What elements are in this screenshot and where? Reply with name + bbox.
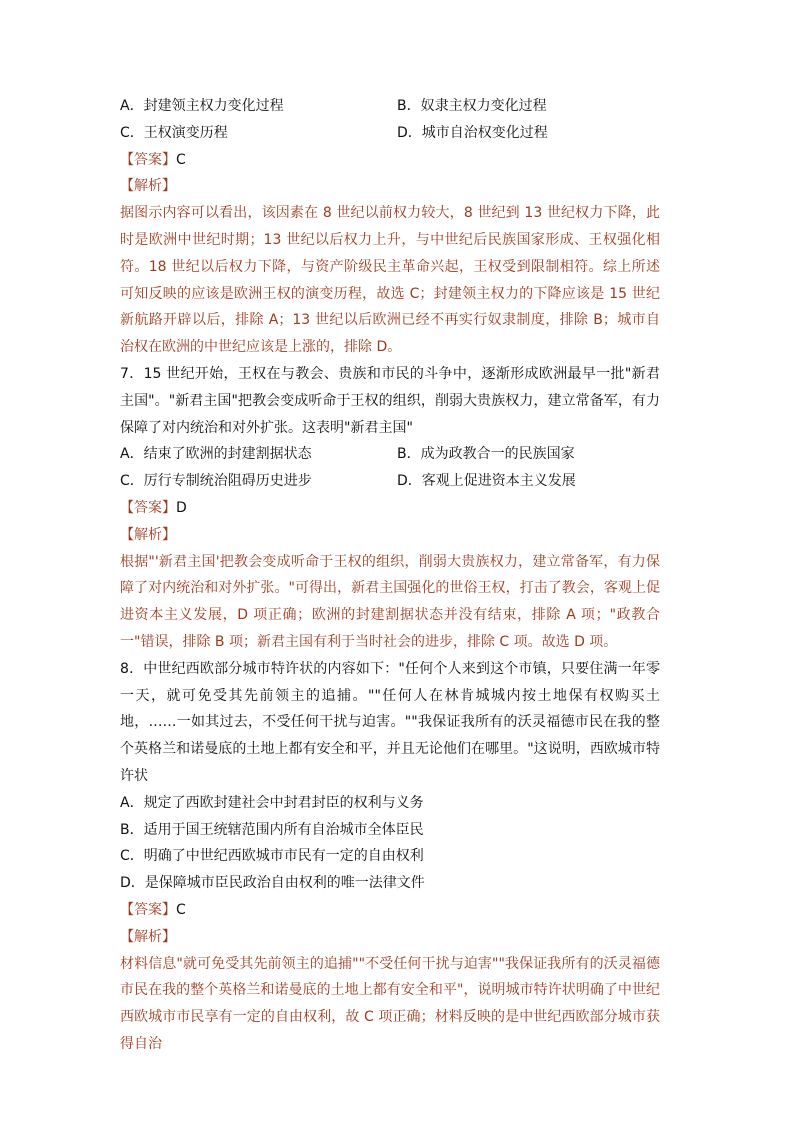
q7-option-d[interactable]: D．客观上促进资本主义发展: [397, 473, 576, 490]
q7-options-row-1: [120, 441, 660, 468]
q7-option-c[interactable]: C．厉行专制统治阻碍历史进步: [120, 473, 312, 490]
answer-label: 【答案】: [120, 499, 176, 516]
q6-option-a[interactable]: A．封建领主权力变化过程: [120, 98, 284, 114]
answer-value: C: [176, 151, 186, 168]
answer-value: C: [176, 901, 186, 918]
q8-analysis-label: 【解析】: [120, 928, 176, 945]
q8-option-a[interactable]: A．规定了西欧封建社会中封君封臣的权利与义务: [120, 794, 424, 811]
q6-options-row-1: [120, 93, 660, 120]
q7-options-row-2: [120, 468, 660, 495]
q6-options-row-2: [120, 120, 660, 147]
q8-analysis-text: 材料信息"就可免受其先前领主的追捕""不受任何干扰与迫害""我保证我所有的沃灵福德市民在我的整个英格兰和诺曼底的土地上都有安全和平"，说明城市特许状明确了中世纪西欧城市市民享有一定的自由权利，故 C 项正确；材料反映的是中世纪西欧部分城市获得自治: [120, 955, 660, 1052]
q8-option-d[interactable]: D．是保障城市臣民政治自由权利的唯一法律文件: [120, 875, 425, 892]
q6-analysis-text: 据图示内容可以看出，该因素在 8 世纪以前权力较大，8 世纪到 13 世纪权力下降，此时是欧洲中世纪时期；13 世纪以后权力上升，与中世纪后民族国家形成、王权强化相符。18 世纪以后权力下降，与资产阶级民主革命兴起，王权受到限制相符。综上所述可知反映的应该是欧洲王权的演变历程，故选 C；封建领主权力的下降应该是 15 世纪新航路开辟以后，排除 A；13 世纪以后欧洲已经不再实行奴隶制度，排除 B；城市自治权在欧洲的中世纪应该是上涨的，排除 D。: [120, 205, 660, 356]
q8-answer: [120, 897, 660, 924]
q7-option-a[interactable]: A．结束了欧洲的封建割据状态: [120, 446, 312, 463]
q6-option-c[interactable]: C．王权演变历程: [120, 124, 228, 141]
q7-analysis-label: 【解析】: [120, 526, 176, 543]
q7-analysis-text: 根据"'新君主国'把教会变成听命于王权的组织，削弱大贵族权力，建立常备军，有力保障了对内统治和对外扩张。"可得出，新君主国强化的世俗王权，打击了教会，客观上促进资本主义发展，D 项正确；欧洲的封建割据状态并没有结束，排除 A 项；"政教合一"错误，排除 B 项；新君主国有利于当时社会的进步，排除 C 项。故选 D 项。: [120, 553, 660, 650]
q6-option-b[interactable]: B．奴隶主权力变化过程: [397, 98, 547, 114]
q6-analysis-label: 【解析】: [120, 178, 176, 195]
q8-stem: 8．中世纪西欧部分城市特许状的内容如下："任何个人来到这个市镇，只要住满一年零一天，就可免受其先前领主的追捕。""任何人在林肯城城内按土地保有权购买土地，……一如其过去，不受任何干扰与迫害。""我保证我所有的沃灵福德市民在我的整个英格兰和诺曼底的土地上都有安全和平，并且无论他们在哪里。"这说明，西欧城市特许状: [120, 660, 660, 784]
q8-option-b[interactable]: B．适用于国王统辖范围内所有自治城市全体臣民: [120, 821, 424, 838]
answer-label: 【答案】: [120, 151, 176, 168]
q7-answer: [120, 495, 660, 522]
q7-option-b[interactable]: B．成为政教合一的民族国家: [397, 446, 575, 463]
answer-label: 【答案】: [120, 901, 176, 918]
q6-answer: [120, 147, 660, 174]
q8-option-c[interactable]: C．明确了中世纪西欧城市市民有一定的自由权利: [120, 848, 424, 865]
q6-option-d[interactable]: D．城市自治权变化过程: [397, 124, 548, 141]
answer-value: D: [176, 499, 187, 516]
q7-stem: 7．15 世纪开始，王权在与教会、贵族和市民的斗争中，逐渐形成欧洲最早一批"新君主国"。"新君主国"把教会变成听命于王权的组织，削弱大贵族权力，建立常备军，有力保障了对内统治和对外扩张。这表明"新君主国": [120, 365, 660, 436]
document-page: [120, 93, 660, 1058]
